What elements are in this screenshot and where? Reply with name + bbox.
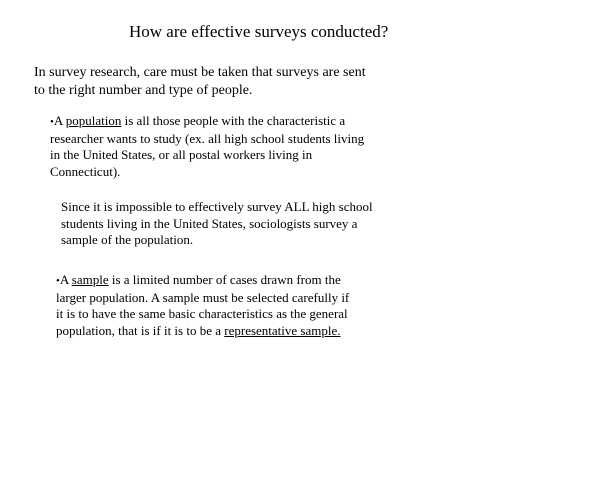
sample-line-1-rest: is a limited number of cases drawn from the [108, 272, 341, 287]
representative-sample-term: representative sample. [224, 322, 341, 338]
population-line-2: researcher wants to study (ex. all high school students living [50, 130, 365, 146]
population-bullet [50, 113, 410, 180]
intro-line-1: In survey research, care must be taken that surveys are sent [34, 65, 366, 80]
since-line-2: students living in the United States, sociologists survey a [61, 215, 358, 231]
sample-line-3: it is to have the same basic characteristics as the general [56, 306, 348, 321]
sample-bullet [56, 272, 396, 339]
since-line-3: sample of the population. [61, 232, 194, 247]
population-term: population [65, 113, 122, 128]
since-line-1: Since it is impossible to effectively survey ALL high school [61, 199, 373, 214]
population-line-1-rest: is all those people with the characteristic a [121, 113, 346, 128]
population-line-1 [50, 113, 410, 131]
population-line-3: in the United States, or all postal workers living in [50, 147, 313, 162]
sample-line-1 [56, 272, 396, 290]
since-paragraph [61, 199, 401, 249]
page-title: How are effective surveys conducted? [129, 22, 389, 41]
population-line-4: Connecticut). [50, 163, 121, 179]
sample-line-4-start: population, that is if it is to be a [56, 322, 225, 338]
bullet-icon: • [56, 275, 60, 287]
sample-line-2: larger population. A sample must be selected carefully if [56, 289, 350, 305]
sample-line-4 [56, 323, 396, 340]
intro-paragraph [34, 64, 414, 100]
sample-term: sample [71, 272, 109, 287]
intro-line-2: to the right number and type of people. [34, 83, 253, 98]
bullet-icon: • [50, 116, 54, 128]
population-prefix: A [53, 113, 66, 128]
sample-prefix: A [59, 272, 72, 287]
